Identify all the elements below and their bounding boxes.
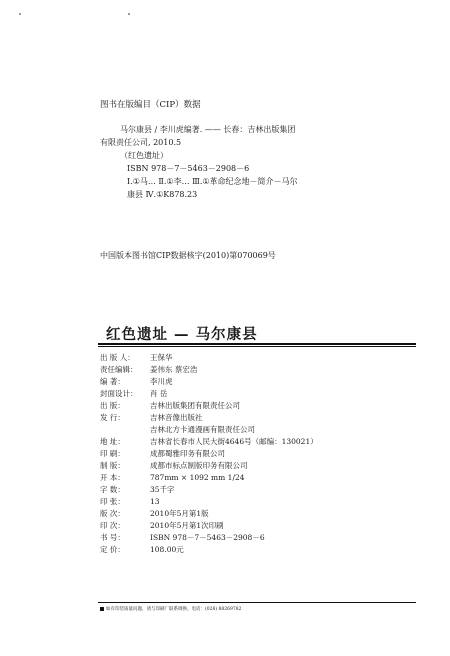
credit-label	[100, 424, 150, 436]
credit-label: 印 次：	[100, 521, 125, 530]
credit-row	[100, 376, 420, 388]
credit-row	[100, 388, 420, 400]
cip-check-number: 中国版本图书馆CIP数据核字(2010)第070069号	[100, 251, 276, 260]
credit-value: 吉林音像出版社	[150, 413, 203, 422]
credit-label: 印 张：	[100, 497, 125, 506]
credit-label: 出 版 人：	[100, 353, 135, 362]
credit-label: 发 行：	[100, 413, 125, 422]
cip-line: 有限责任公司, 2010.5	[100, 138, 182, 147]
cip-line: ISBN 978－7－5463－2908－6	[127, 164, 250, 173]
scan-speck	[128, 13, 130, 15]
footnote	[100, 606, 241, 612]
cip-block	[100, 99, 420, 201]
credit-row	[100, 532, 420, 544]
credit-row	[100, 496, 420, 508]
credit-value: 108.00元	[150, 545, 184, 554]
credit-row	[100, 436, 420, 448]
scan-speck	[19, 13, 21, 15]
credit-label: 编 著：	[100, 377, 125, 386]
credit-label: 定 价：	[100, 545, 125, 554]
square-bullet-icon	[100, 607, 104, 611]
credit-value: 成都蜀雅印务有限公司	[150, 449, 225, 458]
credit-row	[100, 544, 420, 556]
credit-value: 吉林省长春市人民大街4646号（邮编：130021）	[150, 437, 318, 446]
title-rule-thick	[98, 343, 416, 345]
credit-label: 出 版：	[100, 401, 125, 410]
book-title: 红色遗址 — 马尔康县	[106, 327, 258, 343]
credit-row	[100, 400, 420, 412]
credit-value: 2010年5月第1次印刷	[150, 521, 224, 530]
credit-label: 地 址：	[100, 437, 125, 446]
credit-label: 版 次：	[100, 509, 125, 518]
credit-value: 肖 岳	[150, 389, 168, 398]
credit-value: 姜伟东 蔡宏浩	[150, 365, 198, 374]
credit-value: ISBN 978－7－5463－2908－6	[150, 533, 265, 542]
credit-row	[100, 352, 420, 364]
footer-rule	[98, 602, 416, 603]
footnote-text: 如有印装质量问题，请与印刷厂联系调换。电话：(028) 88269782	[106, 607, 242, 612]
cip-line: 康县 Ⅳ.①K878.23	[127, 190, 198, 199]
credit-value: 吉林北方卡通漫画有限责任公司	[150, 425, 255, 434]
credit-row	[100, 460, 420, 472]
cip-line: 马尔康县 / 李川虎编著. —— 长春：吉林出版集团	[120, 125, 296, 134]
credit-row	[100, 424, 420, 436]
credit-row	[100, 484, 420, 496]
credit-value: 王保华	[150, 353, 173, 362]
credit-label: 责任编辑：	[100, 365, 138, 374]
credit-label: 书 号：	[100, 533, 125, 542]
credit-label: 印 刷：	[100, 449, 125, 458]
credit-value: 成都市标点制版印务有限公司	[150, 461, 248, 470]
credit-label: 制 版：	[100, 461, 125, 470]
title-rule-thin	[98, 346, 416, 347]
credit-label: 字 数：	[100, 485, 125, 494]
credits-list	[100, 352, 420, 556]
credit-row	[100, 412, 420, 424]
cip-line: （红色遗址）	[120, 151, 168, 160]
credit-value: 787mm × 1092 mm 1/24	[150, 473, 245, 482]
credit-row	[100, 520, 420, 532]
credit-label: 开 本：	[100, 473, 125, 482]
credit-row	[100, 448, 420, 460]
cip-title: 图书在版编目（CIP）数据	[100, 100, 201, 110]
credit-value: 李川虎	[150, 377, 173, 386]
credit-value: 2010年5月第1版	[150, 509, 209, 518]
credit-row	[100, 472, 420, 484]
cip-line: Ⅰ.①马… Ⅱ.①李… Ⅲ.①革命纪念地－简介－马尔	[127, 177, 298, 186]
credit-value: 35千字	[150, 485, 175, 494]
credit-value: 吉林出版集团有限责任公司	[150, 401, 240, 410]
credit-value: 13	[150, 497, 160, 506]
credit-row	[100, 364, 420, 376]
credit-row	[100, 508, 420, 520]
credit-label: 封面设计：	[100, 389, 138, 398]
